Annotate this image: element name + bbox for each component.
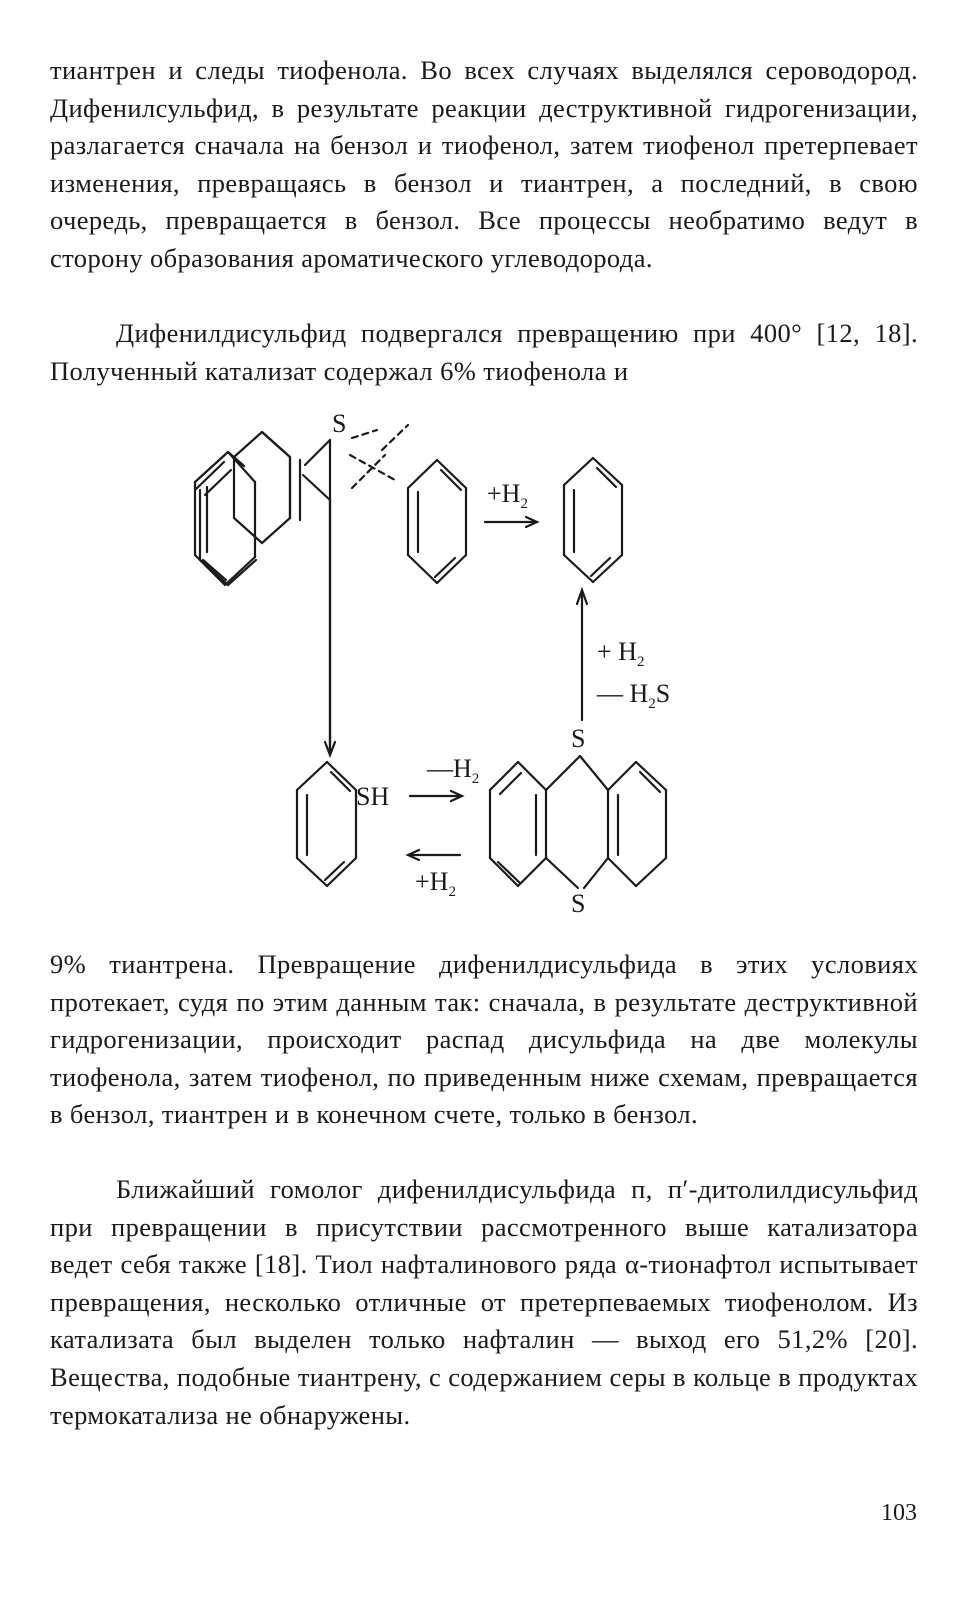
benzene-ring-right	[408, 460, 466, 583]
page-number: 103	[881, 1500, 917, 1526]
paragraph-continuation: тиантрен и следы тиофенола. Во всех случаях выделялся сероводород. Дифенилсульфид, в результате реакции деструктивной гидрогенизации, разлагается сначала на бензол и тиофенол, затем тиофенол претерпевает изменения, превращаясь в бензол и тиантрен, а последний, в свою очередь, превращается в бензол. Все процессы необратимо ведут в сторону образования ароматического углеводорода.	[50, 55, 918, 273]
reagent-right-minus-h2s: — $H_2S$	[597, 679, 671, 712]
paragraph-thianthrene: 9% тиантрена. Превращение дифенилдисульфида в этих условиях протекает, судя по этим данным так: сначала, в результате деструктивной гидрогенизации, происходит распад дисульфида на две молекулы тиофенола, затем тиофенол, по приведенным ниже схемам, превращается в бензол, тиантрен и в конечном счете, только в бензол.	[50, 949, 918, 1130]
benzene-ring-far-left	[195, 452, 255, 585]
disulfide-bridge	[262, 425, 408, 748]
sulfur-top-label: S	[332, 409, 347, 438]
arrow-mid-right	[410, 791, 462, 801]
benzene-product-ring	[564, 458, 622, 582]
thiophenol-ring	[297, 762, 356, 886]
reagent-mid-minus-h2: $—H_2$	[427, 754, 480, 787]
arrow-mid-left	[408, 850, 460, 860]
paragraph-homolog: Ближайший гомолог дифенилдисульфида п, п′-дитолилдисульфид при превращении в присутствии рассмотренного выше катализатора ведет себя также [18]. Тиол нафталинового ряда α-тионафтол испытывает превращения, несколько отличные от претерпеваемых тиофенолом. Из катализата был выделен только нафталин — выход его 51,2% [20]. Вещества, подобные тиантрену, с содержанием серы в кольце в продуктах термокатализа не обнаружены.	[50, 1174, 918, 1430]
reagent-right-plus-h2: + $H_2$	[597, 637, 645, 670]
arrow-up	[577, 590, 587, 720]
reagent-top-h2: $+H_2$	[487, 479, 528, 512]
sulfur-thianthrene-top: S	[571, 724, 586, 753]
thianthrene-structure	[490, 756, 666, 888]
arrow-down	[325, 500, 335, 755]
sulfur-thianthrene-bottom: S	[571, 889, 586, 918]
sh-group-label: SH	[356, 782, 390, 811]
benzene-ring-left	[195, 432, 290, 585]
reagent-mid-plus-h2: $+H_2$	[415, 867, 456, 900]
arrow-top-right	[485, 517, 537, 527]
paragraph-diphenyl-disulfide: Дифенилдисульфид подвергался превращению при 400° [12, 18]. Полученный катализат содержал 6% тиофенола и	[50, 318, 918, 386]
